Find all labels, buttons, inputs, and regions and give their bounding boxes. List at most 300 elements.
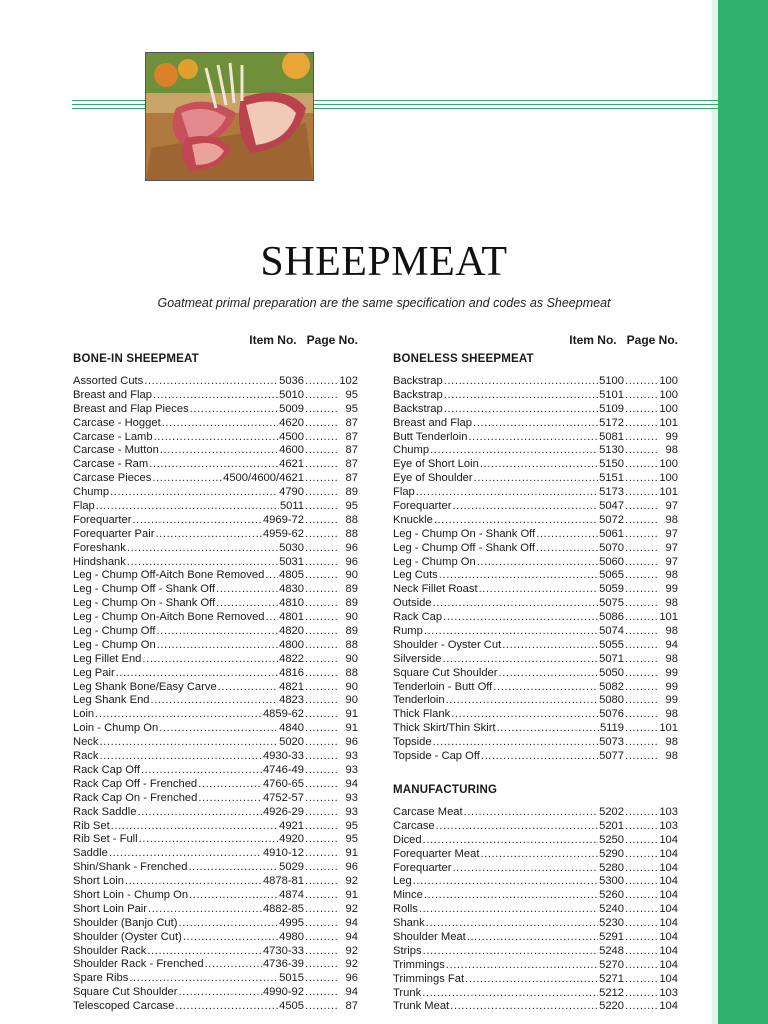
cut-name: Shoulder Meat <box>393 930 466 943</box>
item-number: 5202 <box>599 805 624 818</box>
list-item <box>393 667 678 681</box>
item-number: 4620 <box>279 416 304 429</box>
list-item <box>393 486 678 500</box>
leader-dots <box>198 792 262 806</box>
list-item <box>73 375 358 389</box>
item-number: 4752-57 <box>262 791 304 804</box>
item-no-header: Item No. <box>249 333 297 347</box>
page-number: 88 <box>345 513 358 526</box>
list-item <box>393 681 678 695</box>
page-number: 91 <box>345 722 358 735</box>
leader-dots <box>305 653 337 667</box>
list-item <box>393 597 678 611</box>
leader-dots <box>424 625 598 639</box>
leader-dots <box>144 375 278 389</box>
list-item <box>393 611 678 625</box>
leader-dots <box>502 639 598 653</box>
leader-dots <box>473 417 598 431</box>
page-no-header: Page No. <box>626 333 678 347</box>
leader-dots <box>305 889 337 903</box>
list-item <box>73 694 358 708</box>
leader-dots <box>153 389 278 403</box>
cut-name: Trimmings <box>393 958 445 971</box>
leader-dots <box>446 959 598 973</box>
leader-dots <box>189 889 278 903</box>
cut-name: Leg - Chump On - Shank Off <box>393 527 536 540</box>
cut-name: Leg Fillet End <box>73 652 142 665</box>
leader-dots <box>625 750 657 764</box>
leader-dots <box>625 1000 657 1014</box>
cut-name: Thick Skirt/Thin Skirt <box>393 722 496 735</box>
page-number: 101 <box>659 722 678 735</box>
list-item <box>73 403 358 417</box>
leader-dots <box>452 862 598 876</box>
cut-name: Leg - Chump Off - Shank Off <box>73 583 215 596</box>
page-no-header: Page No. <box>306 333 358 347</box>
list-item <box>73 875 358 889</box>
list-item <box>73 625 358 639</box>
leader-dots <box>305 486 337 500</box>
page-number: 104 <box>659 861 678 874</box>
cut-name: Backstrap <box>393 402 443 415</box>
list-item <box>73 500 358 514</box>
cut-name: Leg - Chump Off - Shank Off <box>393 541 535 554</box>
leader-dots <box>216 583 278 597</box>
list-item <box>73 764 358 778</box>
page-number: 98 <box>665 444 678 457</box>
leader-dots <box>424 889 598 903</box>
cut-name: Loin - Chump On <box>73 722 159 735</box>
leader-dots <box>426 917 598 931</box>
page-number: 99 <box>665 694 678 707</box>
list-item <box>73 861 358 875</box>
leader-dots <box>625 569 657 583</box>
cut-name: Diced <box>393 833 422 846</box>
list-item <box>393 556 678 570</box>
page-number: 95 <box>345 500 358 513</box>
item-number: 5082 <box>599 680 624 693</box>
list-item <box>73 972 358 986</box>
leader-dots <box>477 556 598 570</box>
cut-name: Strips <box>393 944 422 957</box>
item-number: 4969-72 <box>262 513 304 526</box>
list-item <box>73 597 358 611</box>
leader-dots <box>416 486 598 500</box>
cut-name: Trunk Meat <box>393 1000 450 1013</box>
page-number: 98 <box>665 513 678 526</box>
leader-dots <box>305 681 337 695</box>
page-number: 98 <box>665 652 678 665</box>
list-item <box>73 389 358 403</box>
leader-dots <box>305 792 337 806</box>
list-item <box>393 722 678 736</box>
cut-name: Rack Cap <box>393 611 443 624</box>
list-item <box>73 681 358 695</box>
page-number: 104 <box>659 944 678 957</box>
leader-dots <box>305 722 337 736</box>
leader-dots <box>498 667 598 681</box>
leader-dots <box>625 903 657 917</box>
list-item <box>393 931 678 945</box>
cut-name: Rib Set <box>73 819 110 832</box>
leader-dots <box>625 375 657 389</box>
item-number: 5220 <box>599 1000 624 1013</box>
page-number: 98 <box>665 708 678 721</box>
leader-dots <box>625 583 657 597</box>
page-number: 104 <box>659 833 678 846</box>
leader-dots <box>305 514 337 528</box>
leader-dots <box>132 514 261 528</box>
list-item <box>393 583 678 597</box>
item-number: 4800 <box>279 638 304 651</box>
page-number: 101 <box>659 416 678 429</box>
item-number: 5100 <box>599 375 624 387</box>
page-number: 94 <box>345 777 358 790</box>
leader-dots <box>157 625 279 639</box>
cut-name: Neck <box>73 736 99 749</box>
item-number: 5080 <box>599 694 624 707</box>
page-number: 104 <box>659 875 678 888</box>
item-number: 5011 <box>279 500 304 513</box>
page-number: 97 <box>665 555 678 568</box>
list-item <box>73 903 358 917</box>
leader-dots <box>139 833 278 847</box>
list-item <box>393 875 678 889</box>
leader-dots <box>175 1000 278 1014</box>
leader-dots <box>159 722 278 736</box>
page-number: 104 <box>659 903 678 916</box>
cut-name: Leg - Chump On <box>393 555 476 568</box>
cut-name: Shank <box>393 917 425 930</box>
leader-dots <box>430 444 598 458</box>
leader-dots <box>178 917 278 931</box>
list-item <box>393 694 678 708</box>
page-number: 99 <box>665 430 678 443</box>
leader-dots <box>625 889 657 903</box>
cut-name: Carcase - Lamb <box>73 430 153 443</box>
leader-dots <box>109 847 262 861</box>
leader-dots <box>265 569 278 583</box>
cut-name: Telescoped Carcase <box>73 1000 175 1013</box>
page-number: 100 <box>659 458 678 471</box>
page-number: 99 <box>665 666 678 679</box>
cut-name: Leg <box>393 875 412 888</box>
cut-name: Saddle <box>73 847 108 860</box>
cut-name: Chump <box>73 486 110 499</box>
cut-name: Shoulder Rack - Frenched <box>73 958 204 971</box>
item-number: 5030 <box>279 541 304 554</box>
leader-dots <box>625 458 657 472</box>
list-item <box>393 806 678 820</box>
leader-dots <box>129 972 278 986</box>
page-number: 89 <box>345 597 358 610</box>
leader-dots <box>625 862 657 876</box>
list-item <box>73 486 358 500</box>
page-number: 92 <box>345 902 358 915</box>
page-number: 93 <box>345 805 358 818</box>
leader-dots <box>305 417 337 431</box>
item-number: 5072 <box>599 513 624 526</box>
list-item <box>73 653 358 667</box>
leader-dots <box>305 972 337 986</box>
page-number: 104 <box>659 930 678 943</box>
leader-dots <box>479 583 599 597</box>
item-number: 4500 <box>279 430 304 443</box>
page-number: 90 <box>345 611 358 624</box>
leader-dots <box>127 556 278 570</box>
leader-dots <box>188 861 278 875</box>
cut-name: Shoulder (Banjo Cut) <box>73 916 178 929</box>
page-number: 87 <box>345 430 358 443</box>
leader-dots <box>436 820 598 834</box>
item-number: 5201 <box>599 819 624 832</box>
page-number: 103 <box>659 819 678 832</box>
item-number: 5109 <box>599 402 624 415</box>
page-number: 99 <box>665 583 678 596</box>
cut-name: Loin <box>73 708 95 721</box>
leader-dots <box>305 820 337 834</box>
cut-name: Rack Cap On - Frenched <box>73 791 198 804</box>
list-item <box>393 834 678 848</box>
leader-dots <box>474 472 599 486</box>
leader-dots <box>625 472 657 486</box>
list-item <box>73 542 358 556</box>
item-number: 4730-33 <box>262 944 304 957</box>
leader-dots <box>305 556 337 570</box>
page-number: 101 <box>659 611 678 624</box>
page-number: 96 <box>345 861 358 874</box>
list-item <box>73 792 358 806</box>
item-number: 5290 <box>599 847 624 860</box>
leader-dots <box>111 820 278 834</box>
leader-dots <box>625 500 657 514</box>
list-item <box>393 417 678 431</box>
cut-name: Leg - Chump Off <box>73 625 156 638</box>
meat-photo <box>145 52 314 181</box>
leader-dots <box>95 708 262 722</box>
list-item <box>73 556 358 570</box>
cut-name: Leg - Chump Off-Aitch Bone Removed <box>73 569 265 582</box>
leader-dots <box>305 389 337 403</box>
leader-dots <box>305 875 337 889</box>
page-number: 96 <box>345 555 358 568</box>
leader-dots <box>452 500 598 514</box>
page-number: 90 <box>345 569 358 582</box>
page-number: 93 <box>345 763 358 776</box>
leader-dots <box>305 861 337 875</box>
list-item <box>393 736 678 750</box>
leader-dots <box>625 556 657 570</box>
leader-dots <box>100 750 262 764</box>
cut-name: Flap <box>393 486 415 499</box>
side-band <box>718 0 768 1024</box>
item-number: 4995 <box>279 916 304 929</box>
cut-name: Rolls <box>393 903 418 916</box>
leader-dots <box>625 444 657 458</box>
item-number: 5240 <box>599 903 624 916</box>
leader-dots <box>625 708 657 722</box>
list-item <box>393 987 678 1001</box>
page-number: 90 <box>345 694 358 707</box>
leader-dots <box>305 542 337 556</box>
item-number: 4746-49 <box>262 763 304 776</box>
cut-name: Leg - Chump On <box>73 638 156 651</box>
cut-name: Leg Shank Bone/Easy Carve <box>73 680 217 693</box>
cut-name: Leg Shank End <box>73 694 150 707</box>
leader-dots <box>625 834 657 848</box>
cut-name: Mince <box>393 889 423 902</box>
item-number: 4736-39 <box>262 958 304 971</box>
leader-dots <box>625 736 657 750</box>
cut-name: Spare Ribs <box>73 972 129 985</box>
cut-name: Forequarter <box>393 861 452 874</box>
item-number: 4859-62 <box>262 708 304 721</box>
item-number: 4823 <box>279 694 304 707</box>
cut-name: Breast and Flap <box>73 388 152 401</box>
cut-name: Flap <box>73 500 95 513</box>
item-number: 5074 <box>599 625 624 638</box>
cut-name: Rib Set - Full <box>73 833 138 846</box>
leader-dots <box>497 722 599 736</box>
list-item <box>73 528 358 542</box>
cut-name: Topside <box>393 736 432 749</box>
cut-name: Neck Fillet Roast <box>393 583 478 596</box>
page-number: 98 <box>665 569 678 582</box>
item-number: 5009 <box>279 402 304 415</box>
leader-dots <box>160 444 278 458</box>
list-item <box>73 750 358 764</box>
cut-name: Backstrap <box>393 388 443 401</box>
item-number: 5073 <box>599 736 624 749</box>
leader-dots <box>183 931 278 945</box>
leader-dots <box>625 667 657 681</box>
item-number: 5036 <box>279 375 304 387</box>
leader-dots <box>305 945 337 959</box>
page-number: 88 <box>345 638 358 651</box>
leader-dots <box>467 931 598 945</box>
leader-dots <box>625 806 657 820</box>
leader-dots <box>423 834 599 848</box>
page-number: 93 <box>345 791 358 804</box>
page-number: 91 <box>345 888 358 901</box>
cut-name: Foreshank <box>73 541 126 554</box>
cut-name: Topside - Cap Off <box>393 750 480 763</box>
leader-dots <box>625 417 657 431</box>
leader-dots <box>480 848 598 862</box>
column-header <box>73 333 358 347</box>
list-item <box>393 389 678 403</box>
item-number: 4840 <box>279 722 304 735</box>
page-number: 100 <box>659 402 678 415</box>
page-number: 95 <box>345 388 358 401</box>
cut-name: Carcase - Ram <box>73 458 149 471</box>
cut-name: Hindshank <box>73 555 126 568</box>
list-item <box>393 528 678 542</box>
leader-dots <box>305 917 337 931</box>
item-number: 5065 <box>599 569 624 582</box>
cut-name: Rump <box>393 625 423 638</box>
leader-dots <box>305 931 337 945</box>
item-number: 4760-65 <box>262 777 304 790</box>
page-number: 97 <box>665 500 678 513</box>
page-number: 94 <box>345 930 358 943</box>
leader-dots <box>305 778 337 792</box>
item-number: 5260 <box>599 889 624 902</box>
list-item <box>73 708 358 722</box>
item-number: 5130 <box>599 444 624 457</box>
list-item <box>393 458 678 472</box>
leader-dots <box>305 569 337 583</box>
leader-dots <box>116 667 278 681</box>
item-number: 4920 <box>279 833 304 846</box>
leader-dots <box>493 681 598 695</box>
cut-name: Leg - Chump On-Aitch Bone Removed <box>73 611 265 624</box>
leader-dots <box>444 403 598 417</box>
list-item <box>393 1000 678 1014</box>
page-number: 104 <box>659 1000 678 1013</box>
list-item <box>73 611 358 625</box>
page-number: 89 <box>345 583 358 596</box>
leader-dots <box>137 806 262 820</box>
leader-dots <box>625 820 657 834</box>
list-item <box>73 667 358 681</box>
page-number: 96 <box>345 736 358 749</box>
item-number: 4505 <box>279 1000 304 1013</box>
leader-dots <box>305 431 337 445</box>
leader-dots <box>625 987 657 1001</box>
item-number: 4600 <box>279 444 304 457</box>
leader-dots <box>422 987 598 1001</box>
list-item <box>393 375 678 389</box>
item-number: 4810 <box>279 597 304 610</box>
leader-dots <box>305 806 337 820</box>
leader-dots <box>305 750 337 764</box>
cut-name: Trunk <box>393 986 422 999</box>
item-number: 5059 <box>599 583 624 596</box>
leader-dots <box>305 667 337 681</box>
item-number: 4816 <box>279 666 304 679</box>
cut-name: Eye of Short Loin <box>393 458 479 471</box>
leader-dots <box>266 611 279 625</box>
list-item <box>393 917 678 931</box>
list-item <box>393 500 678 514</box>
right-column <box>393 333 678 1014</box>
item-number: 5271 <box>599 972 624 985</box>
leader-dots <box>480 458 598 472</box>
leader-dots <box>433 597 599 611</box>
section-title: BONELESS SHEEPMEAT <box>393 353 534 365</box>
item-number: 4921 <box>279 819 304 832</box>
list-item <box>73 569 358 583</box>
leader-dots <box>625 681 657 695</box>
leader-dots <box>625 931 657 945</box>
page-number: 94 <box>345 986 358 999</box>
list-item <box>73 833 358 847</box>
leader-dots <box>451 708 598 722</box>
leader-dots <box>625 431 657 445</box>
leader-dots <box>536 542 598 556</box>
list-item <box>73 472 358 486</box>
cut-name: Leg Cuts <box>393 569 438 582</box>
leader-dots <box>157 639 278 653</box>
list-item <box>393 625 678 639</box>
item-number: 5060 <box>599 555 624 568</box>
leader-dots <box>625 611 657 625</box>
cut-name: Rack Cap Off - Frenched <box>73 777 198 790</box>
leader-dots <box>305 375 337 389</box>
cut-name: Silverside <box>393 652 442 665</box>
item-number: 5270 <box>599 958 624 971</box>
